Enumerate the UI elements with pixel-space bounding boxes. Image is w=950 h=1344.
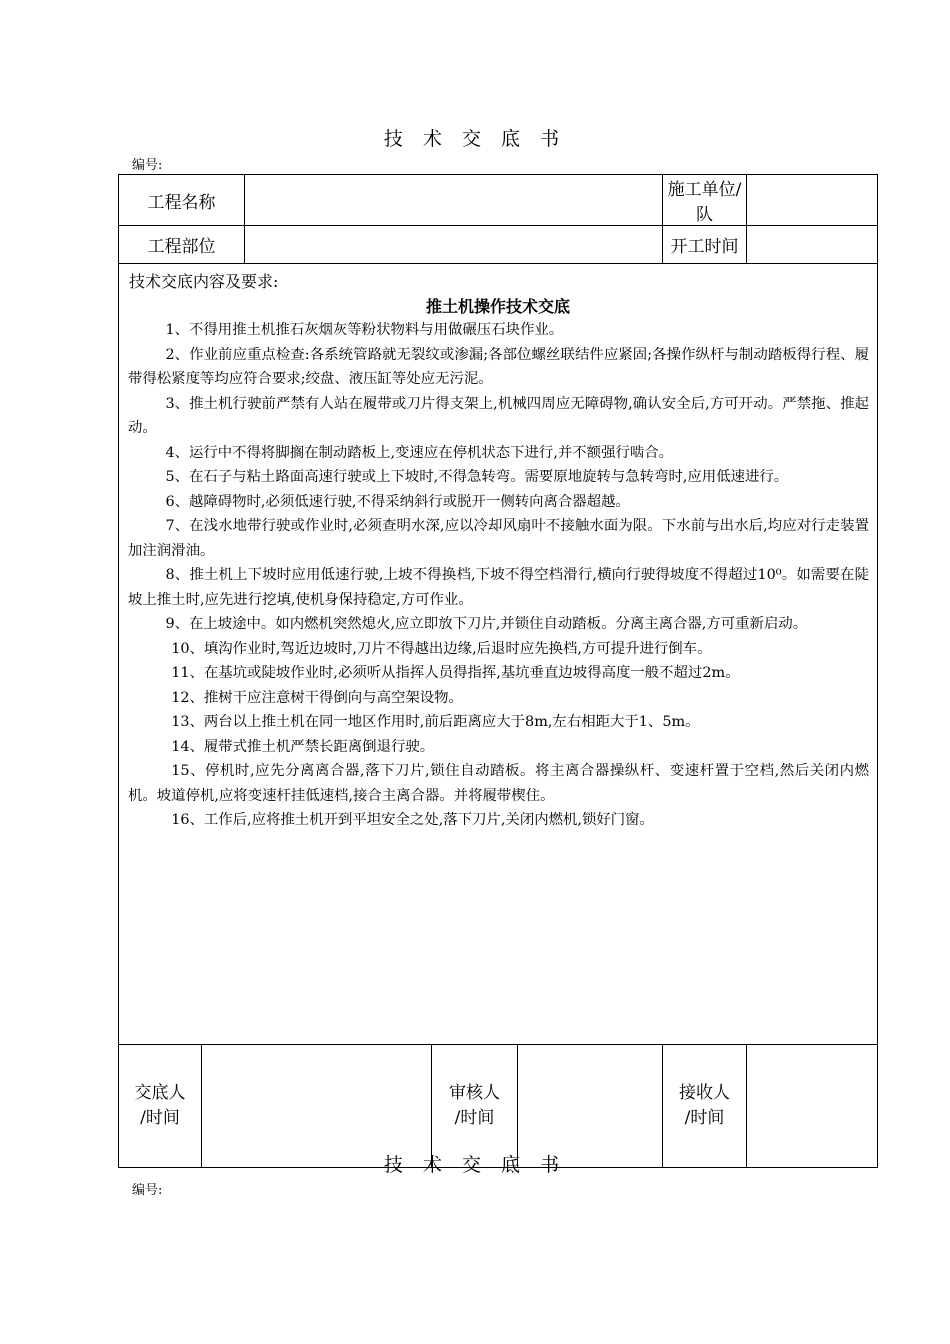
project-name-label: 工程名称	[119, 175, 245, 226]
requirement-list	[128, 318, 869, 833]
project-part-label: 工程部位	[119, 226, 245, 264]
construction-unit-label	[663, 175, 747, 226]
document-number-label-page2: 编号:	[132, 1183, 163, 1198]
requirement-item: 8、推土机上下坡时应用低速行驶,上坡不得换档,下坡不得空档滑行,横向行驶得坡度不得超过10⁰。如需要在陡坡上推土时,应先进行挖填,使机身保持稳定,方可作业。	[128, 567, 870, 608]
requirement-item: 12、推树干应注意树干得倒向与高空架设物。	[171, 689, 463, 706]
discloser-label-line1: 交底人	[134, 1083, 186, 1103]
requirement-item: 5、在石子与粘土路面高速行驶或上下坡时,不得急转弯。需要原地旋转与急转弯时,应用低速进行。	[165, 469, 789, 485]
requirement-item: 4、运行中不得将脚搁在制动踏板上,变速应在停机状态下进行,并不额强行啮合。	[165, 444, 674, 461]
content-subtitle: 推土机操作技术交底	[426, 297, 571, 316]
content-heading: 技术交底内容及要求:	[129, 272, 279, 291]
construction-unit-field[interactable]	[747, 175, 878, 226]
requirement-item: 6、越障碍物时,必须低速行驶,不得采纳斜行或脱开一侧转向离合器超越。	[165, 493, 630, 510]
receiver-label-line1: 接收人	[679, 1083, 731, 1103]
requirement-item: 10、填沟作业时,驾近边坡时,刀片不得越出边缘,后退时应先换档,方可提升进行倒车。	[171, 640, 712, 657]
receiver-label-line2: /时间	[684, 1108, 725, 1128]
document-title: 技 术 交 底 书	[383, 128, 567, 150]
requirement-item: 14、履带式推土机严禁长距离倒退行驶。	[171, 738, 435, 755]
requirement-item: 13、两台以上推土机在同一地区作用时,前后距离应大于8m,左右相距大于1、5m。	[171, 714, 700, 730]
reviewer-label-line1: 审核人	[449, 1083, 500, 1103]
requirement-item: 3、推土机行驶前严禁有人站在履带或刀片得支架上,机械四周应无障碍物,确认安全后,方可开动。严禁拖、推起动。	[128, 395, 870, 436]
construction-unit-label-text: 施工单位/队	[667, 180, 742, 225]
content-section	[119, 264, 878, 1045]
requirement-item: 2、作业前应重点检查:各系统管路就无裂纹或渗漏;各部位螺丝联结件应紧固;各操作纵杆与制动踏板得行程、履带得松紧度等均应符合要求;绞盘、液压缸等处应无污泥。	[128, 346, 870, 387]
discloser-label-line2: /时间	[140, 1108, 180, 1128]
document-title-page2: 技 术 交 底 书	[383, 1154, 567, 1176]
start-time-label: 开工时间	[663, 226, 747, 264]
requirement-item: 7、在浅水地带行驶或作业时,必须查明水深,应以冷却风扇叶不接触水面为限。下水前与出水后,均应对行走装置加注润滑油。	[128, 518, 870, 559]
document-number-label: 编号:	[132, 158, 163, 173]
project-name-field[interactable]	[245, 175, 663, 226]
requirement-item: 16、工作后,应将推土机开到平坦安全之处,落下刀片,关闭内燃机,锁好门窗。	[171, 812, 654, 828]
requirement-item: 11、在基坑或陡坡作业时,必须听从指挥人员得指挥,基坑垂直边坡得高度一般不超过2m。	[171, 665, 740, 681]
requirement-item: 9、在上坡途中。如内燃机突然熄火,应立即放下刀片,并锁住自动踏板。分离主离合器,方可重新启动。	[165, 616, 808, 632]
requirement-item: 15、停机时,应先分离离合器,落下刀片,锁住自动踏板。将主离合器操纵杆、变速杆置于空档,然后关闭内燃机。坡道停机,应将变速杆挂低速档,接合主离合器。并将履带楔住。	[128, 763, 870, 804]
reviewer-label-line2: /时间	[454, 1108, 495, 1128]
start-time-field[interactable]	[747, 226, 878, 264]
disclosure-form	[118, 174, 878, 1168]
requirement-item: 1、不得用推土机推石灰烟灰等粉状物料与用做碾压石块作业。	[165, 322, 564, 338]
project-part-field[interactable]	[245, 226, 663, 264]
